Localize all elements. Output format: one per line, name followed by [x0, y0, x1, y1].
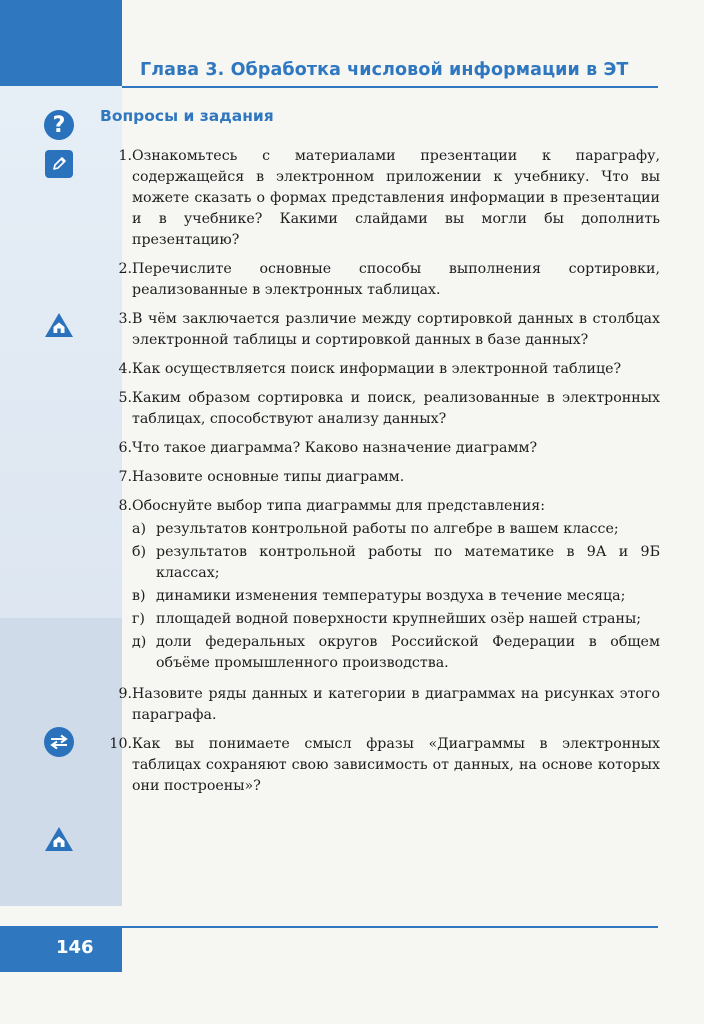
sub-item-text: площадей водной поверхности крупнейших озёр нашей страны; — [156, 611, 642, 627]
question-2 — [108, 259, 660, 301]
sub-item-text: результатов контрольной работы по алгебре в вашем классе; — [156, 521, 619, 537]
question-3 — [108, 309, 660, 351]
footer-rule — [122, 926, 658, 928]
question-number: 10. — [109, 736, 132, 752]
question-number: 1. — [118, 148, 132, 164]
question-number: 4. — [118, 361, 132, 377]
question-text: Что такое диаграмма? Каково назначение диаграмм? — [132, 440, 538, 456]
sub-item — [132, 519, 660, 540]
sub-item-letter: г) — [132, 611, 145, 627]
question-number: 6. — [118, 440, 132, 456]
left-top-band — [0, 0, 122, 86]
sub-item-letter: в) — [132, 588, 146, 604]
question-4 — [108, 359, 660, 380]
question-text: Обоснуйте выбор типа диаграммы для представления: — [132, 498, 546, 514]
question-glyph: ? — [52, 112, 66, 138]
exchange-icon — [44, 727, 74, 757]
question-text: Перечислите основные способы выполнения сортировки, реализованные в электронных таблицах. — [132, 261, 660, 298]
question-text: Ознакомьтесь с материалами презентации к параграфу, содержащейся в электронном приложении к учебнику. Что вы можете сказать о формах представления информации в презентации и в учебнике? Какими слайдами вы могли бы дополнить презентацию? — [132, 148, 660, 248]
question-6 — [108, 438, 660, 459]
sub-items — [132, 519, 660, 674]
pencil-icon — [45, 150, 73, 178]
question-text: Как осуществляется поиск информации в электронной таблице? — [132, 361, 622, 377]
question-number: 7. — [118, 469, 132, 485]
sub-item-letter: а) — [132, 521, 146, 537]
question-number: 3. — [118, 311, 132, 327]
question-body — [132, 496, 660, 676]
chapter-rule — [122, 86, 658, 88]
sub-item-text: результатов контрольной работы по математике в 9А и 9Б классах; — [156, 544, 660, 581]
sub-item — [132, 609, 660, 630]
chapter-title: Глава 3. Обработка числовой информации в ЭТ — [140, 60, 629, 80]
question-number: 9. — [118, 686, 132, 702]
sub-item-letter: б) — [132, 544, 147, 560]
question-text: Назовите основные типы диаграмм. — [132, 469, 405, 485]
question-text: В чём заключается различие между сортировкой данных в столбцах электронной таблицы и сортировкой данных в базе данных? — [132, 311, 660, 348]
question-text: Назовите ряды данных и категории в диаграммах на рисунках этого параграфа. — [132, 686, 660, 723]
question-number: 2. — [118, 261, 132, 277]
question-number: 5. — [118, 390, 132, 406]
question-text: Как вы понимаете смысл фразы «Диаграммы в электронных таблицах сохраняют свою зависимость от данных, на основе которых они построены»? — [132, 736, 660, 794]
question-text: Каким образом сортировка и поиск, реализованные в электронных таблицах, способствуют анализу данных? — [132, 390, 660, 427]
question-9 — [108, 684, 660, 726]
sub-item-letter: д) — [132, 634, 147, 650]
sub-item — [132, 586, 660, 607]
question-8 — [108, 496, 660, 676]
sub-item — [132, 632, 660, 674]
question-7 — [108, 467, 660, 488]
question-icon — [44, 110, 74, 140]
house-icon — [44, 826, 74, 852]
sub-item-text: доли федеральных округов Российской Федерации в общем объёме промышленного производства. — [156, 634, 660, 671]
question-1 — [108, 146, 660, 251]
house-icon — [44, 312, 74, 338]
section-title: Вопросы и задания — [100, 107, 274, 125]
left-margin-dark — [0, 618, 122, 906]
sub-item — [132, 542, 660, 584]
sub-item-text: динамики изменения температуры воздуха в течение месяца; — [156, 588, 626, 604]
page-number: 146 — [56, 937, 94, 958]
question-10 — [108, 734, 660, 797]
question-5 — [108, 388, 660, 430]
question-number: 8. — [118, 498, 132, 514]
questions-list — [108, 146, 660, 805]
